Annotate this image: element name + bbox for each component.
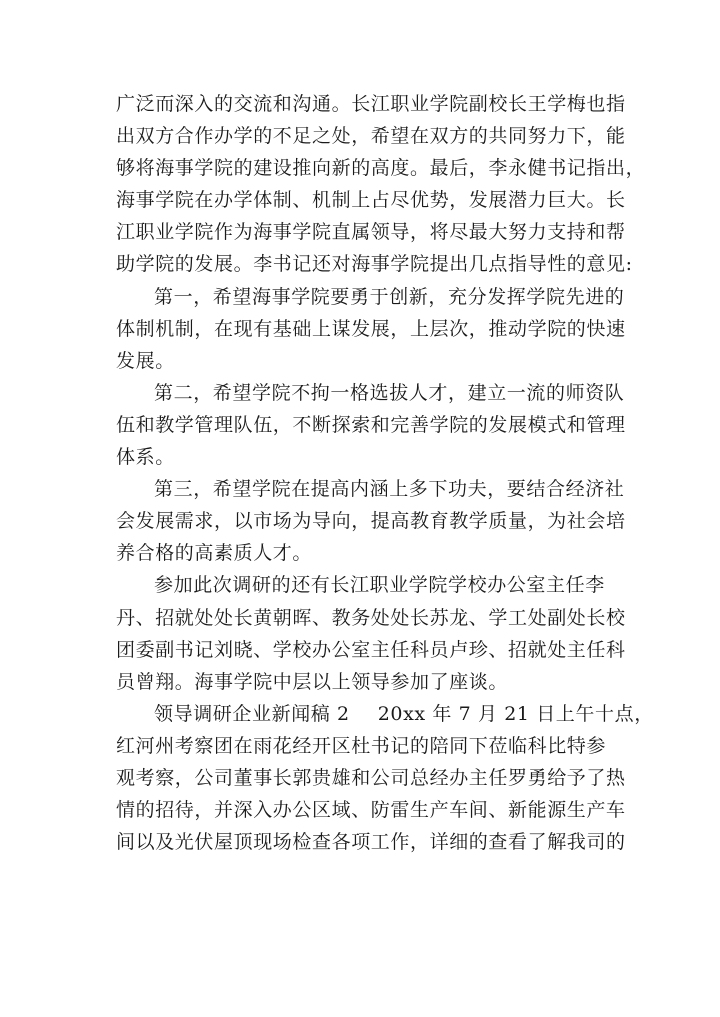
- text-line: 间以及光伏屋顶现场检查各项工作，详细的查看了解我司的: [116, 831, 626, 854]
- paragraph-first-line: 第二，希望学院不拘一格选拔人才，建立一流的师资队: [154, 381, 625, 404]
- text-line: 养合格的高素质人才。: [116, 542, 313, 565]
- article-heading-line: [116, 698, 654, 730]
- text-line: 发展。: [116, 349, 175, 372]
- text-line: 海事学院在办学体制、机制上占尽优势，发展潜力巨大。长: [116, 189, 626, 212]
- text-line: 助学院的发展。李书记还对海事学院提出几点指导性的意见:: [116, 253, 633, 276]
- text-line: 体系。: [116, 446, 175, 469]
- paragraph-first-line: 参加此次调研的还有长江职业学院学校办公室主任李: [154, 574, 605, 597]
- text-line: 红河州考察团在雨花经开区杜书记的陪同下莅临科比特参: [116, 734, 607, 757]
- article-title: 领导调研企业新闻稿 2: [154, 702, 350, 725]
- text-line: 伍和教学管理队伍，不断探索和完善学院的发展模式和管理: [116, 413, 626, 436]
- text-line: 江职业学院作为海事学院直属领导，将尽最大努力支持和帮: [116, 221, 626, 244]
- text-line: 情的招待，并深入办公区域、防雷生产车间、新能源生产车: [116, 799, 626, 822]
- text-line: 团委副书记刘晓、学校办公室主任科员卢珍、招就处主任科: [116, 638, 626, 661]
- text-line: 员曾翔。海事学院中层以上领导参加了座谈。: [116, 670, 509, 693]
- text-line: 体制机制，在现有基础上谋发展，上层次，推动学院的快速: [116, 317, 626, 340]
- text-line: 丹、招就处处长黄朝晖、教务处处长苏龙、学工处副处长校: [116, 606, 626, 629]
- document-body: [116, 88, 654, 858]
- paragraph-first-line: 第一，希望海事学院要勇于创新，充分发挥学院先进的: [154, 285, 625, 308]
- text-line: 够将海事学院的建设推向新的高度。最后，李永健书记指出，: [116, 157, 646, 180]
- text-line: 会发展需求，以市场为导向，提高教育教学质量，为社会培: [116, 510, 626, 533]
- text-line: 出双方合作办学的不足之处，希望在双方的共同努力下，能: [116, 125, 626, 148]
- text-line: 广泛而深入的交流和沟通。长江职业学院副校长王学梅也指: [116, 93, 626, 115]
- text-line: 观考察，公司董事长郭贵雄和公司总经办主任罗勇给予了热: [116, 766, 626, 789]
- paragraph-first-line: 第三，希望学院在提高内涵上多下功夫，要结合经济社: [154, 478, 625, 501]
- article-date: 20xx 年 7 月 21 日上午十点，: [377, 702, 654, 725]
